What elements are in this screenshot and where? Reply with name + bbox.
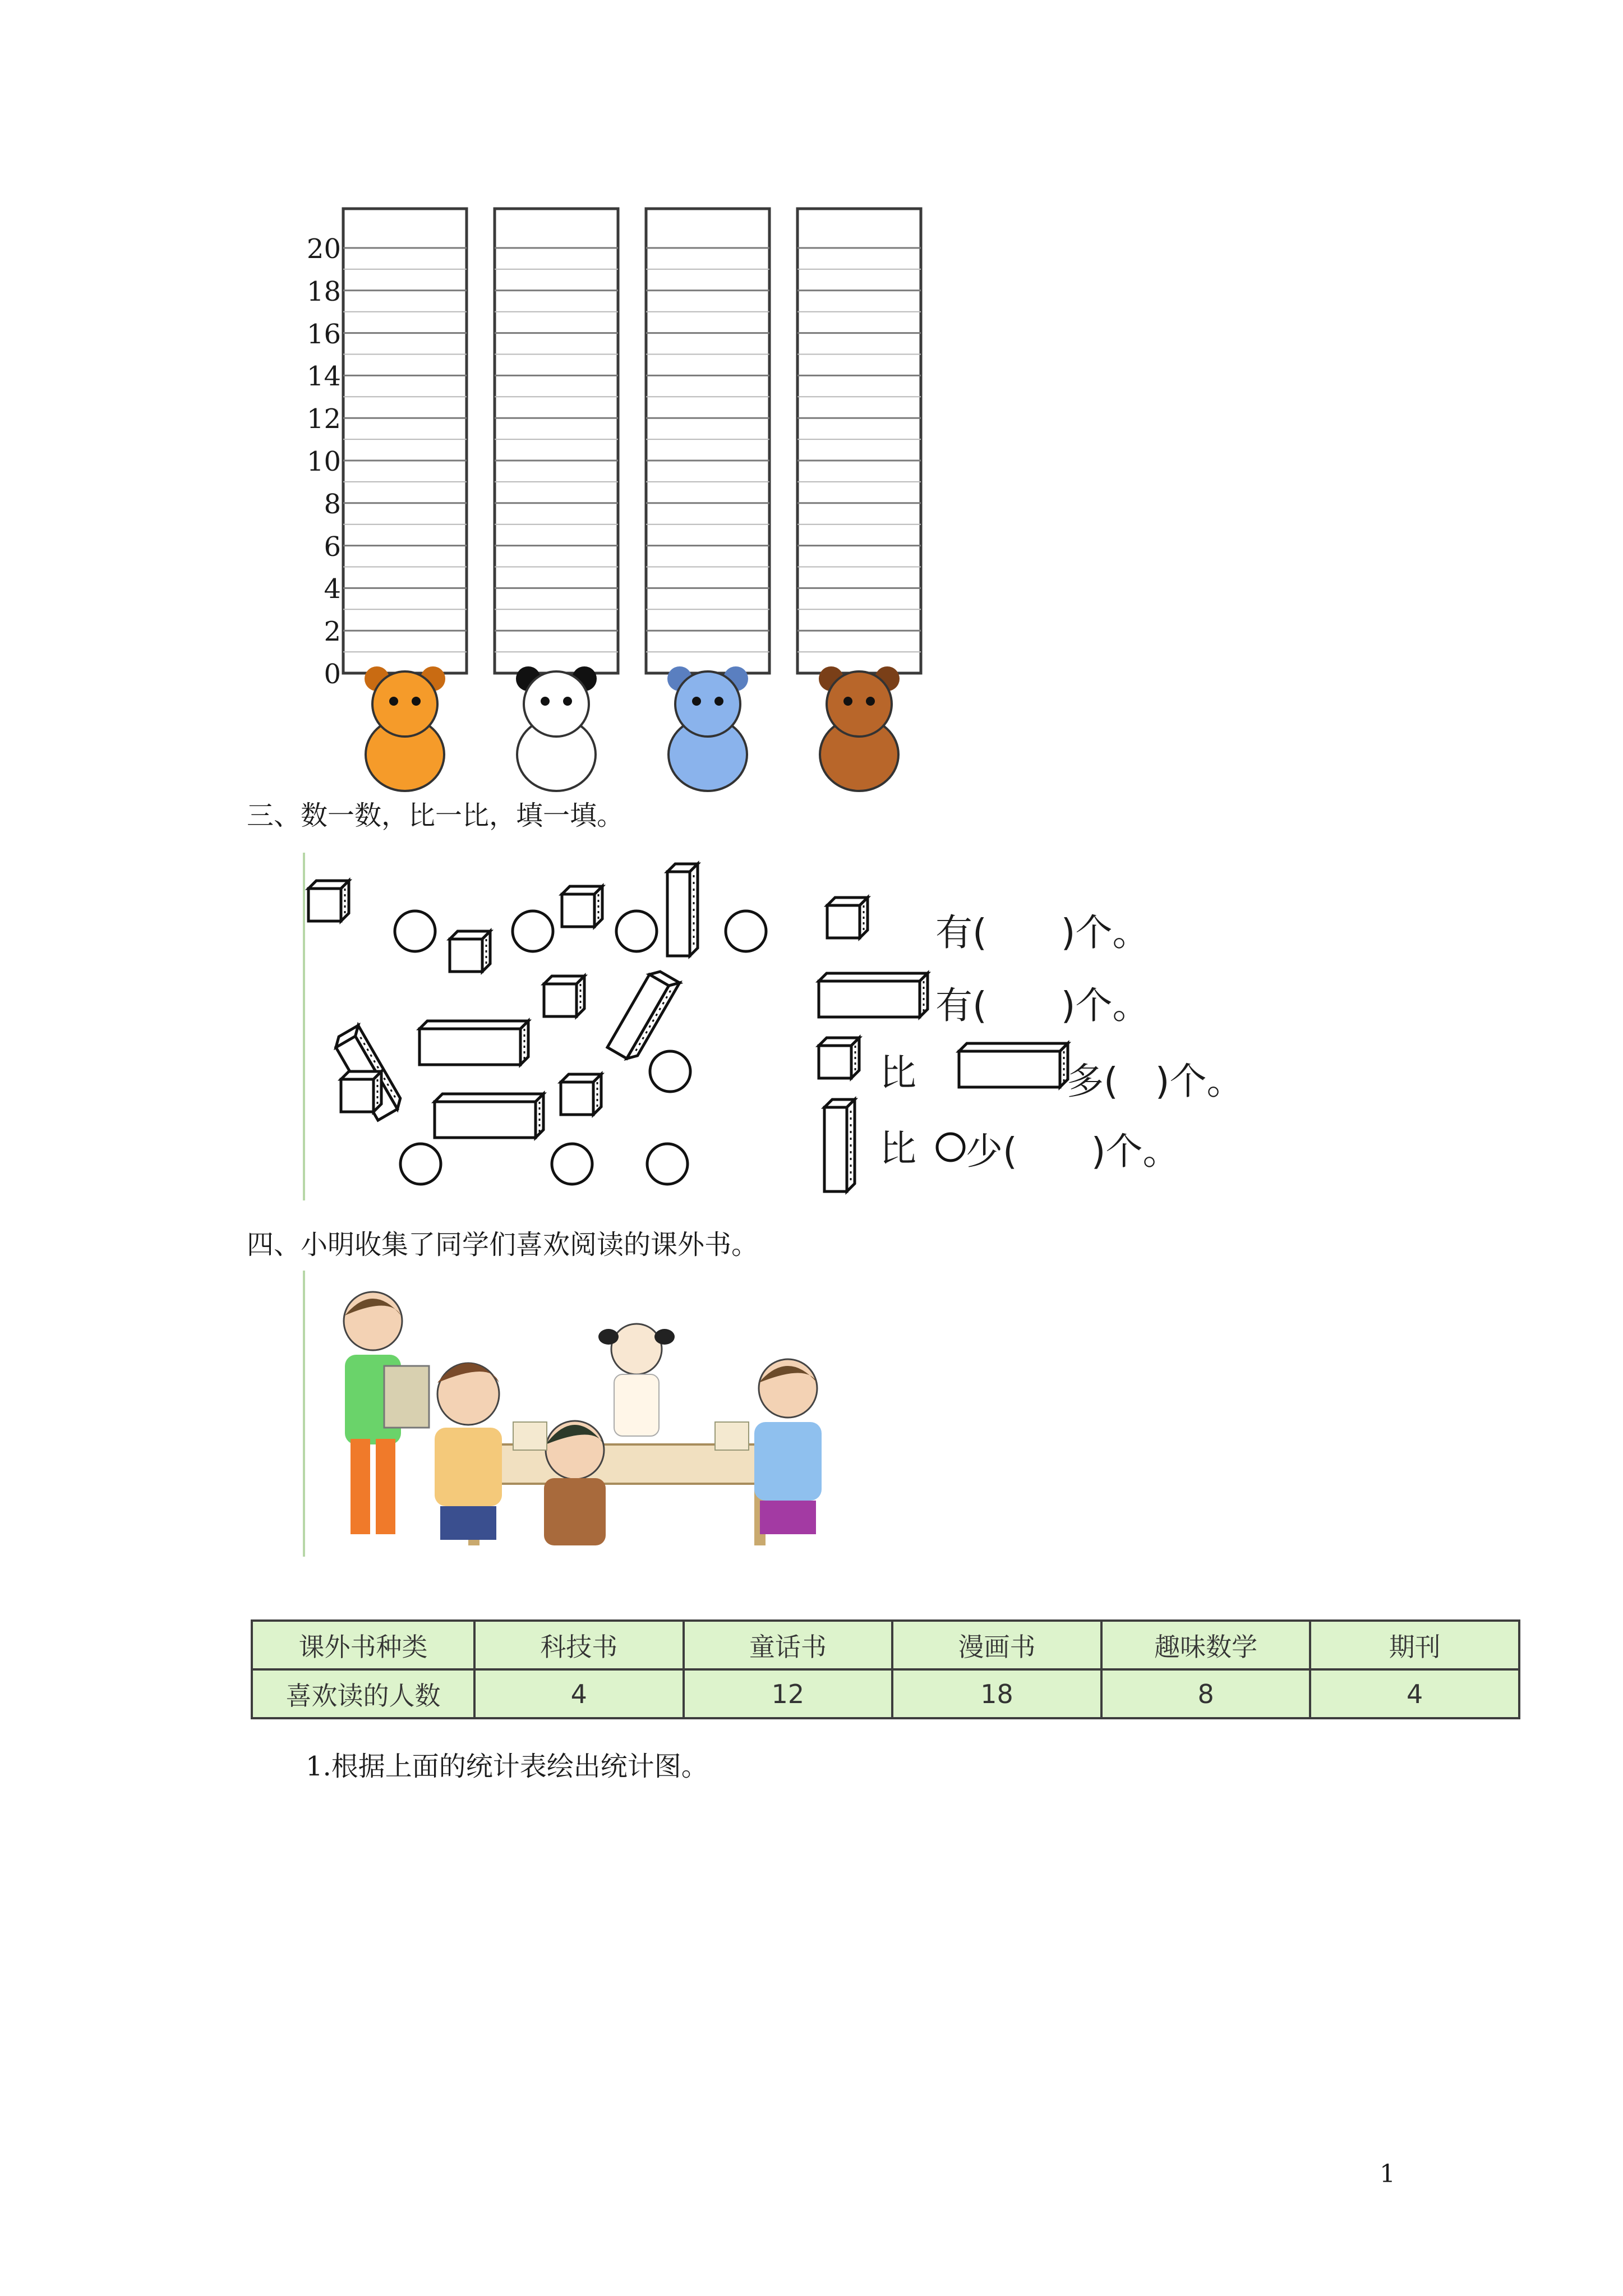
animal-pictures <box>365 666 900 791</box>
table-cell: 童话书 <box>684 1621 893 1669</box>
table-data-row <box>252 1669 1519 1718</box>
monkey-icon <box>819 666 900 791</box>
q3-cube-icon <box>819 1038 859 1078</box>
long-cuboid-shape <box>435 1094 543 1138</box>
y-tick-label: 20 <box>306 233 341 265</box>
table-cell: 4 <box>474 1669 684 1718</box>
ball-shape <box>616 911 657 951</box>
elephant-icon <box>667 666 748 791</box>
table-cell: 期刊 <box>1310 1621 1519 1669</box>
y-tick-label: 14 <box>306 361 341 393</box>
table-cell: 4 <box>1310 1669 1519 1718</box>
y-tick-label: 8 <box>324 488 341 520</box>
bar-column <box>343 209 467 673</box>
y-tick-label: 0 <box>324 659 341 690</box>
ball-shape <box>650 1051 690 1092</box>
q4-text: 少( )个。 <box>966 1130 1180 1173</box>
ball-shape <box>395 911 435 951</box>
stick-shape <box>607 968 680 1062</box>
q3-text: 多( )个。 <box>1067 1060 1244 1103</box>
y-tick-label: 6 <box>324 531 341 563</box>
q4-ball-icon <box>937 1134 964 1161</box>
q1-text: 有( )个。 <box>935 911 1150 954</box>
reading-stats-table <box>251 1619 1520 1719</box>
cube-shape <box>561 1074 601 1115</box>
table-header-row <box>252 1621 1519 1669</box>
section4-left-rule <box>303 1271 305 1557</box>
long-cuboid-shape <box>419 1021 528 1065</box>
table-cell: 8 <box>1101 1669 1311 1718</box>
table-header-label: 课外书种类 <box>252 1621 474 1669</box>
table-cell: 漫画书 <box>892 1621 1101 1669</box>
ball-shape <box>647 1144 688 1184</box>
cube-shape <box>341 1071 381 1112</box>
q4-stick-icon <box>824 1099 855 1191</box>
y-tick-label: 2 <box>324 616 341 648</box>
table-cell: 12 <box>684 1669 893 1718</box>
ball-shape <box>552 1144 592 1184</box>
section3-heading: 三、数一数，比一比，填一填。 <box>247 800 624 831</box>
cube-shape <box>562 886 602 927</box>
y-tick-label: 4 <box>324 573 341 605</box>
q3-long-cuboid-icon <box>959 1043 1068 1087</box>
q3-bi-text: 比 <box>879 1051 916 1094</box>
table-cell: 科技书 <box>474 1621 684 1669</box>
q4-bi-text: 比 <box>879 1127 916 1170</box>
cube-shape <box>450 931 490 972</box>
bar-column <box>797 209 921 673</box>
y-tick-label: 16 <box>306 318 341 350</box>
ball-shape <box>726 911 766 951</box>
page-number: 1 <box>1380 2160 1395 2188</box>
table-row-label: 喜欢读的人数 <box>252 1669 474 1718</box>
bar-column <box>495 209 618 673</box>
question-1-text: 1.根据上面的统计表绘出统计图。 <box>306 1751 708 1782</box>
grid-columns <box>343 209 921 673</box>
table-cell: 趣味数学 <box>1101 1621 1311 1669</box>
y-tick-label: 18 <box>306 275 341 307</box>
panda-icon <box>516 666 597 791</box>
children-reading-picture <box>306 1271 878 1562</box>
cube-shape <box>308 881 349 921</box>
q2-text: 有( )个。 <box>935 984 1150 1027</box>
section4-heading: 四、小明收集了同学们喜欢阅读的课外书。 <box>247 1229 759 1260</box>
dog-icon <box>365 666 445 791</box>
y-tick-label: 12 <box>306 403 341 435</box>
stick-shape <box>667 864 698 956</box>
cube-shape <box>544 976 584 1016</box>
q1-cube-icon <box>827 898 868 938</box>
y-tick-label: 10 <box>306 446 341 477</box>
q2-long-cuboid-icon <box>819 973 928 1017</box>
table-cell: 18 <box>892 1669 1101 1718</box>
bar-column <box>646 209 769 673</box>
ball-shape <box>513 911 553 951</box>
ball-shape <box>400 1144 441 1184</box>
